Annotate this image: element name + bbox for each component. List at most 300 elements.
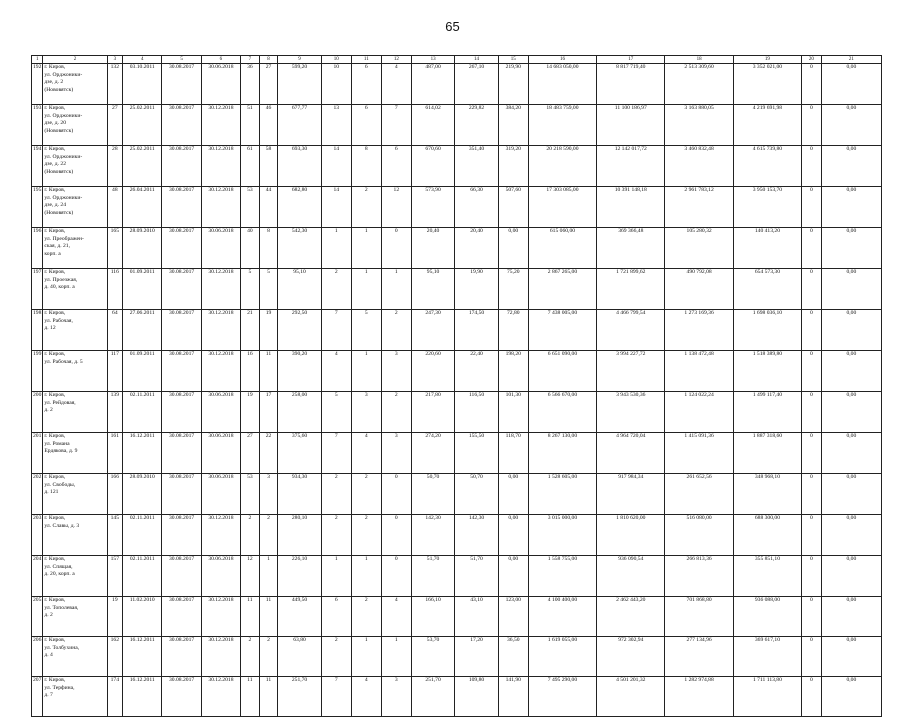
table-cell: 292,50 bbox=[278, 310, 321, 351]
table-cell: 251,70 bbox=[278, 677, 321, 717]
table-cell: 0,00 bbox=[821, 269, 881, 310]
table-cell: 670,60 bbox=[411, 146, 454, 187]
table-cell: 7 bbox=[321, 677, 351, 717]
table-cell: 266 813,36 bbox=[665, 556, 733, 597]
table-cell: 51 bbox=[241, 105, 260, 146]
table-cell: 0,00 bbox=[821, 392, 881, 433]
table-cell: 30.08.2017 bbox=[162, 64, 201, 105]
table-cell: 3 943 530,36 bbox=[597, 392, 665, 433]
table-cell: 8 bbox=[351, 146, 381, 187]
table-cell: 30.08.2017 bbox=[162, 392, 201, 433]
table-cell: 141,90 bbox=[498, 677, 528, 717]
address-cell: г. Киров, ул. Орджоники- дзе, д. 2 (Нововятск) bbox=[43, 64, 107, 105]
table-cell: 72,80 bbox=[498, 310, 528, 351]
address-cell: г. Киров, ул. Проезжая, д. 40, корп. а bbox=[43, 269, 107, 310]
column-header: 16 bbox=[528, 56, 596, 64]
column-header: 6 bbox=[201, 56, 240, 64]
table-cell: 1 282 974,88 bbox=[665, 677, 733, 717]
column-header: 14 bbox=[455, 56, 498, 64]
table-cell: 0 bbox=[802, 146, 822, 187]
column-header: 19 bbox=[733, 56, 801, 64]
table-cell: 226,10 bbox=[278, 556, 321, 597]
table-cell: 7 495 290,00 bbox=[528, 677, 596, 717]
table-cell: 75,20 bbox=[498, 269, 528, 310]
address-cell: г. Киров, ул. Орджоники- дзе, д. 22 (Нововятск) bbox=[43, 146, 107, 187]
table-row bbox=[32, 187, 882, 228]
table-cell: 1 415 091,36 bbox=[665, 433, 733, 474]
table-cell: 02.11.2011 bbox=[123, 515, 162, 556]
table-cell: 0 bbox=[802, 637, 822, 677]
table-cell: 0 bbox=[802, 556, 822, 597]
column-header: 17 bbox=[597, 56, 665, 64]
table-cell: 132 bbox=[107, 64, 123, 105]
table-cell: 11 bbox=[241, 677, 260, 717]
address-cell: г. Киров, ул. Терфина, д. 7 bbox=[43, 677, 107, 717]
table-cell: 0,00 bbox=[498, 228, 528, 269]
table-cell: 16.12.2011 bbox=[123, 637, 162, 677]
table-cell: 5 bbox=[241, 269, 260, 310]
table-cell: 95,10 bbox=[278, 269, 321, 310]
table-cell: 6 bbox=[321, 597, 351, 637]
table-row bbox=[32, 474, 882, 515]
table-cell: 30.12.2018 bbox=[201, 269, 240, 310]
column-header: 10 bbox=[321, 56, 351, 64]
address-cell: г. Киров, ул. Орджоники- дзе, д. 20 (Нововятск) bbox=[43, 105, 107, 146]
table-cell: 1 887 318,60 bbox=[733, 433, 801, 474]
table-cell: 1 499 117,40 bbox=[733, 392, 801, 433]
table-cell: 1 273 169,36 bbox=[665, 310, 733, 351]
table-cell: 197 bbox=[32, 269, 43, 310]
address-cell: г. Киров, ул. Рейдовая, д. 2 bbox=[43, 392, 107, 433]
table-cell: 66,30 bbox=[455, 187, 498, 228]
column-header: 2 bbox=[43, 56, 107, 64]
table-cell: 166,10 bbox=[411, 597, 454, 637]
address-cell: г. Киров, ул. Толбухина, д. 4 bbox=[43, 637, 107, 677]
table-cell: 105 280,32 bbox=[665, 228, 733, 269]
table-cell: 02.11.2011 bbox=[123, 392, 162, 433]
table-cell: 204 bbox=[32, 556, 43, 597]
table-cell: 101,30 bbox=[498, 392, 528, 433]
table-cell: 2 bbox=[321, 637, 351, 677]
table-row bbox=[32, 105, 882, 146]
table-cell: 12 bbox=[381, 187, 411, 228]
column-header: 21 bbox=[821, 56, 881, 64]
table-cell: 573,90 bbox=[411, 187, 454, 228]
column-header: 8 bbox=[259, 56, 278, 64]
table-cell: 1 bbox=[381, 637, 411, 677]
table-cell: 0,00 bbox=[821, 515, 881, 556]
table-cell: 3 bbox=[381, 677, 411, 717]
table-cell: 0,00 bbox=[498, 515, 528, 556]
table-cell: 22,40 bbox=[455, 351, 498, 392]
table-cell: 1 bbox=[321, 228, 351, 269]
address-cell: г. Киров, ул. Тополевая, д. 2 bbox=[43, 597, 107, 637]
table-cell: 25.02.2011 bbox=[123, 105, 162, 146]
table-cell: 0 bbox=[381, 228, 411, 269]
table-cell: 64 bbox=[107, 310, 123, 351]
table-cell: 4 bbox=[321, 351, 351, 392]
table-cell: 2 bbox=[321, 515, 351, 556]
table-cell: 972 302,94 bbox=[597, 637, 665, 677]
table-cell: 11 bbox=[259, 597, 278, 637]
table-cell: 17 303 085,00 bbox=[528, 187, 596, 228]
table-cell: 8 bbox=[259, 228, 278, 269]
column-header: 7 bbox=[241, 56, 260, 64]
table-cell: 12 bbox=[241, 556, 260, 597]
table-cell: 142,30 bbox=[455, 515, 498, 556]
table-cell: 3 015 000,00 bbox=[528, 515, 596, 556]
table-cell: 2 bbox=[381, 392, 411, 433]
table-cell: 30.08.2017 bbox=[162, 351, 201, 392]
table-cell: 27 bbox=[259, 64, 278, 105]
table-cell: 390,20 bbox=[278, 351, 321, 392]
table-cell: 3 163 880,05 bbox=[665, 105, 733, 146]
table-cell: 25.02.2011 bbox=[123, 146, 162, 187]
table-cell: 5 bbox=[351, 310, 381, 351]
table-cell: 30.08.2017 bbox=[162, 105, 201, 146]
table-cell: 30.08.2017 bbox=[162, 310, 201, 351]
table-cell: 30.08.2017 bbox=[162, 637, 201, 677]
table-cell: 936 090,54 bbox=[597, 556, 665, 597]
address-cell: г. Киров, ул. Романа Ердякова, д. 9 bbox=[43, 433, 107, 474]
table-cell: 162 bbox=[107, 637, 123, 677]
table-cell: 599,20 bbox=[278, 64, 321, 105]
table-cell: 693,30 bbox=[278, 146, 321, 187]
table-cell: 1 bbox=[351, 269, 381, 310]
table-cell: 3 950 153,70 bbox=[733, 187, 801, 228]
column-header: 13 bbox=[411, 56, 454, 64]
table-cell: 30.12.2018 bbox=[201, 677, 240, 717]
table-cell: 11 bbox=[241, 597, 260, 637]
table-cell: 274,20 bbox=[411, 433, 454, 474]
table-cell: 0 bbox=[802, 310, 822, 351]
table-cell: 40 bbox=[241, 228, 260, 269]
address-cell: г. Киров, ул. Свободы, д. 121 bbox=[43, 474, 107, 515]
table-cell: 30.12.2018 bbox=[201, 146, 240, 187]
table-cell: 688 300,00 bbox=[733, 515, 801, 556]
table-cell: 0,00 bbox=[498, 556, 528, 597]
table-cell: 205 bbox=[32, 597, 43, 637]
table-cell: 0,00 bbox=[821, 351, 881, 392]
table-row bbox=[32, 64, 882, 105]
table-cell: 4 bbox=[351, 433, 381, 474]
table-cell: 30.08.2017 bbox=[162, 556, 201, 597]
address-cell: г. Киров, ул. Орджоники- дзе, д. 24 (Нововятск) bbox=[43, 187, 107, 228]
table-cell: 384,20 bbox=[498, 105, 528, 146]
address-cell: г. Киров, ул. Спящая, д. 20, корп. а bbox=[43, 556, 107, 597]
table-cell: 355 851,10 bbox=[733, 556, 801, 597]
table-cell: 21 bbox=[241, 310, 260, 351]
table-cell: 2 bbox=[259, 515, 278, 556]
table-cell: 0,00 bbox=[821, 597, 881, 637]
table-cell: 5 bbox=[321, 392, 351, 433]
table-cell: 2 bbox=[321, 474, 351, 515]
table-cell: 0,00 bbox=[821, 228, 881, 269]
table-cell: 48 bbox=[107, 187, 123, 228]
table-cell: 145 bbox=[107, 515, 123, 556]
table-cell: 199 bbox=[32, 351, 43, 392]
table-cell: 27 bbox=[241, 433, 260, 474]
table-cell: 542,30 bbox=[278, 228, 321, 269]
table-cell: 369 617,10 bbox=[733, 637, 801, 677]
table-cell: 18 483 759,00 bbox=[528, 105, 596, 146]
table-row bbox=[32, 351, 882, 392]
table-cell: 30.08.2017 bbox=[162, 433, 201, 474]
table-cell: 206 bbox=[32, 637, 43, 677]
table-cell: 2 bbox=[241, 515, 260, 556]
table-cell: 3 bbox=[381, 433, 411, 474]
table-row bbox=[32, 269, 882, 310]
table-cell: 2 bbox=[381, 310, 411, 351]
table-cell: 30.08.2017 bbox=[162, 474, 201, 515]
table-cell: 30.12.2018 bbox=[201, 515, 240, 556]
table-cell: 2 bbox=[351, 187, 381, 228]
column-header: 12 bbox=[381, 56, 411, 64]
table-cell: 50,70 bbox=[455, 474, 498, 515]
table-cell: 6 bbox=[351, 64, 381, 105]
table-cell: 0 bbox=[802, 64, 822, 105]
table-cell: 2 bbox=[351, 515, 381, 556]
table-cell: 03.10.2011 bbox=[123, 64, 162, 105]
table-cell: 1 698 036,10 bbox=[733, 310, 801, 351]
table-row bbox=[32, 515, 882, 556]
table-cell: 7 438 005,00 bbox=[528, 310, 596, 351]
table-cell: 1 bbox=[351, 228, 381, 269]
address-cell: г. Киров, ул. Славы, д. 3 bbox=[43, 515, 107, 556]
table-cell: 28 bbox=[107, 146, 123, 187]
table-row bbox=[32, 392, 882, 433]
page-number: 65 bbox=[445, 19, 460, 34]
column-header: 20 bbox=[802, 56, 822, 64]
column-header: 11 bbox=[351, 56, 381, 64]
table-cell: 200 bbox=[32, 392, 43, 433]
table-cell: 8 267 130,00 bbox=[528, 433, 596, 474]
column-header: 18 bbox=[665, 56, 733, 64]
table-cell: 2 867 265,00 bbox=[528, 269, 596, 310]
table-cell: 0 bbox=[802, 515, 822, 556]
table-cell: 116 bbox=[107, 269, 123, 310]
table-cell: 1 bbox=[351, 556, 381, 597]
table-cell: 196 bbox=[32, 228, 43, 269]
table-cell: 20,40 bbox=[455, 228, 498, 269]
table-cell: 123,00 bbox=[498, 597, 528, 637]
table-row bbox=[32, 637, 882, 677]
table-cell: 1 138 472,48 bbox=[665, 351, 733, 392]
table-cell: 677,77 bbox=[278, 105, 321, 146]
table-cell: 30.08.2017 bbox=[162, 269, 201, 310]
register-table bbox=[31, 55, 882, 717]
address-cell: г. Киров, ул. Рабочая, д. 12 bbox=[43, 310, 107, 351]
table-cell: 174,50 bbox=[455, 310, 498, 351]
table-cell: 10 391 148,18 bbox=[597, 187, 665, 228]
table-cell: 58 bbox=[259, 146, 278, 187]
column-header: 15 bbox=[498, 56, 528, 64]
table-cell: 490 792,08 bbox=[665, 269, 733, 310]
table-row bbox=[32, 433, 882, 474]
table-cell: 61 bbox=[241, 146, 260, 187]
table-cell: 0,00 bbox=[821, 637, 881, 677]
table-cell: 1 518 389,80 bbox=[733, 351, 801, 392]
table-cell: 7 bbox=[381, 105, 411, 146]
table-row bbox=[32, 677, 882, 717]
table-cell: 4 615 739,80 bbox=[733, 146, 801, 187]
table-cell: 142,30 bbox=[411, 515, 454, 556]
table-cell: 654 573,30 bbox=[733, 269, 801, 310]
table-cell: 44 bbox=[259, 187, 278, 228]
table-cell: 3 bbox=[381, 351, 411, 392]
table-cell: 166 bbox=[107, 474, 123, 515]
table-cell: 192 bbox=[32, 64, 43, 105]
table-cell: 27 bbox=[107, 105, 123, 146]
table-cell: 207 bbox=[32, 677, 43, 717]
table-cell: 0,00 bbox=[821, 187, 881, 228]
table-cell: 30.06.2018 bbox=[201, 474, 240, 515]
table-cell: 1 721 899,62 bbox=[597, 269, 665, 310]
table-cell: 4 bbox=[351, 677, 381, 717]
table-cell: 53 bbox=[241, 474, 260, 515]
table-cell: 30.08.2017 bbox=[162, 597, 201, 637]
table-cell: 682,80 bbox=[278, 187, 321, 228]
table-row bbox=[32, 228, 882, 269]
table-cell: 0,00 bbox=[498, 474, 528, 515]
table-cell: 0 bbox=[802, 677, 822, 717]
table-cell: 1 528 605,00 bbox=[528, 474, 596, 515]
table-cell: 17 bbox=[259, 392, 278, 433]
table-cell: 1 711 113,80 bbox=[733, 677, 801, 717]
table-cell: 36,50 bbox=[498, 637, 528, 677]
table-cell: 6 566 670,00 bbox=[528, 392, 596, 433]
table-cell: 267,10 bbox=[455, 64, 498, 105]
column-header: 3 bbox=[107, 56, 123, 64]
table-cell: 936 088,00 bbox=[733, 597, 801, 637]
table-cell: 6 651 090,00 bbox=[528, 351, 596, 392]
table-cell: 507,60 bbox=[498, 187, 528, 228]
table-cell: 30.08.2017 bbox=[162, 228, 201, 269]
table-cell: 27.06.2011 bbox=[123, 310, 162, 351]
table-cell: 229,82 bbox=[455, 105, 498, 146]
table-cell: 139 bbox=[107, 392, 123, 433]
table-cell: 0,00 bbox=[821, 433, 881, 474]
table-cell: 26.04.2011 bbox=[123, 187, 162, 228]
table-cell: 16.12.2011 bbox=[123, 433, 162, 474]
table-cell: 53,70 bbox=[411, 637, 454, 677]
table-cell: 4 bbox=[381, 597, 411, 637]
table-cell: 30.12.2018 bbox=[201, 597, 240, 637]
table-cell: 3 bbox=[351, 392, 381, 433]
table-cell: 19 bbox=[241, 392, 260, 433]
table-cell: 30.12.2018 bbox=[201, 187, 240, 228]
table-cell: 174 bbox=[107, 677, 123, 717]
table-cell: 4 100 400,00 bbox=[528, 597, 596, 637]
table-row bbox=[32, 310, 882, 351]
table-cell: 36 bbox=[241, 64, 260, 105]
table-row bbox=[32, 556, 882, 597]
table-cell: 165 bbox=[107, 228, 123, 269]
table-cell: 11.02.2010 bbox=[123, 597, 162, 637]
table-cell: 0 bbox=[802, 269, 822, 310]
table-cell: 280,10 bbox=[278, 515, 321, 556]
table-cell: 516 080,00 bbox=[665, 515, 733, 556]
table-cell: 30.12.2018 bbox=[201, 310, 240, 351]
address-cell: г. Киров, ул. Рабочая, д. 5 bbox=[43, 351, 107, 392]
table-cell: 0,00 bbox=[821, 64, 881, 105]
table-cell: 117 bbox=[107, 351, 123, 392]
table-cell: 14 683 050,00 bbox=[528, 64, 596, 105]
table-cell: 53 bbox=[241, 187, 260, 228]
table-cell: 0 bbox=[802, 351, 822, 392]
table-cell: 0 bbox=[802, 392, 822, 433]
table-cell: 30.12.2018 bbox=[201, 637, 240, 677]
table-cell: 13 bbox=[321, 105, 351, 146]
table-cell: 11 bbox=[259, 677, 278, 717]
table-cell: 0 bbox=[802, 187, 822, 228]
table-cell: 30.06.2018 bbox=[201, 64, 240, 105]
table-cell: 201 bbox=[32, 433, 43, 474]
table-cell: 11 100 186,97 bbox=[597, 105, 665, 146]
table-cell: 30.12.2018 bbox=[201, 105, 240, 146]
table-cell: 0 bbox=[802, 433, 822, 474]
table-cell: 277 134,96 bbox=[665, 637, 733, 677]
table-cell: 0,00 bbox=[821, 105, 881, 146]
column-header: 1 bbox=[32, 56, 43, 64]
table-cell: 369 366,48 bbox=[597, 228, 665, 269]
table-cell: 4 501 201,32 bbox=[597, 677, 665, 717]
table-cell: 2 462 443,20 bbox=[597, 597, 665, 637]
table-cell: 2 961 783,12 bbox=[665, 187, 733, 228]
table-cell: 30.08.2017 bbox=[162, 187, 201, 228]
table-cell: 28.09.2010 bbox=[123, 474, 162, 515]
table-cell: 2 bbox=[241, 637, 260, 677]
table-cell: 11 bbox=[259, 351, 278, 392]
table-cell: 0,00 bbox=[821, 474, 881, 515]
table-cell: 194 bbox=[32, 146, 43, 187]
table-cell: 20,40 bbox=[411, 228, 454, 269]
table-cell: 2 bbox=[351, 474, 381, 515]
table-cell: 195 bbox=[32, 187, 43, 228]
table-cell: 198 bbox=[32, 310, 43, 351]
table-cell: 20 218 590,00 bbox=[528, 146, 596, 187]
table-cell: 319,20 bbox=[498, 146, 528, 187]
table-cell: 16 bbox=[241, 351, 260, 392]
table-cell: 43,10 bbox=[455, 597, 498, 637]
table-cell: 219,90 bbox=[498, 64, 528, 105]
table-cell: 30.06.2018 bbox=[201, 228, 240, 269]
table-cell: 140 413,20 bbox=[733, 228, 801, 269]
table-cell: 30.08.2017 bbox=[162, 515, 201, 556]
table-cell: 258,00 bbox=[278, 392, 321, 433]
table-cell: 16.12.2011 bbox=[123, 677, 162, 717]
table-cell: 161 bbox=[107, 433, 123, 474]
table-cell: 95,10 bbox=[411, 269, 454, 310]
table-cell: 0 bbox=[802, 105, 822, 146]
table-cell: 116,50 bbox=[455, 392, 498, 433]
header-row bbox=[32, 56, 882, 64]
table-cell: 0,00 bbox=[821, 146, 881, 187]
table-cell: 1 bbox=[351, 637, 381, 677]
table-cell: 30.06.2018 bbox=[201, 392, 240, 433]
table-cell: 220,60 bbox=[411, 351, 454, 392]
table-cell: 50,70 bbox=[411, 474, 454, 515]
table-cell: 10 bbox=[321, 64, 351, 105]
table-cell: 261 652,56 bbox=[665, 474, 733, 515]
column-header: 9 bbox=[278, 56, 321, 64]
column-header: 4 bbox=[123, 56, 162, 64]
table-cell: 203 bbox=[32, 515, 43, 556]
table-cell: 217,80 bbox=[411, 392, 454, 433]
table-cell: 0,00 bbox=[821, 310, 881, 351]
table-cell: 1 bbox=[321, 556, 351, 597]
table-row bbox=[32, 597, 882, 637]
